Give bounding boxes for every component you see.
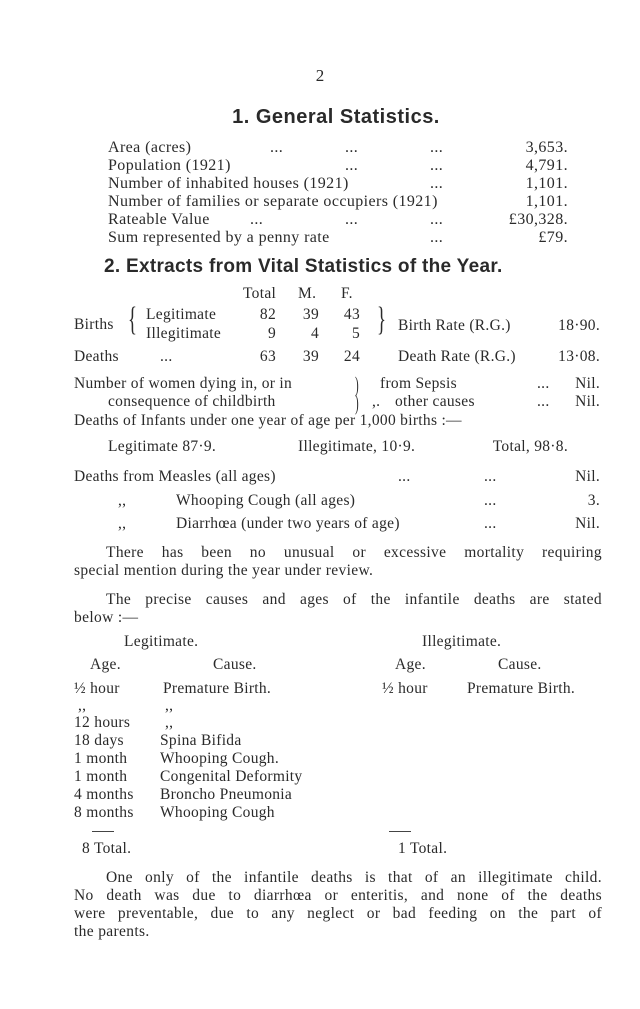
leader-dots: ... xyxy=(345,139,359,156)
diarrhoea-value: Nil. xyxy=(575,515,600,532)
other-causes-value: Nil. xyxy=(575,393,600,410)
stat-value-rateable: £30,328. xyxy=(508,211,568,228)
legitimate-label: Legitimate xyxy=(146,306,217,323)
infant-deaths-line: Deaths of Infants under one year of age per 1,000 births :— xyxy=(74,412,462,429)
page-number: 2 xyxy=(315,66,325,85)
diarrhoea-label: Diarrhœa (under two years of age) xyxy=(176,515,400,532)
stat-value-houses: 1,101. xyxy=(525,175,568,192)
paragraph-line: There has been no unusual or excessive mortality requiring xyxy=(106,544,602,561)
legit-cause: Premature Birth. xyxy=(163,680,272,697)
legit-cause: ,, xyxy=(165,714,174,731)
col-header-m: M. xyxy=(298,285,317,302)
deaths-m: 39 xyxy=(302,348,319,365)
women-dying-line2: consequence of childbirth xyxy=(108,393,276,410)
legit-age: 1 month xyxy=(74,768,128,785)
legit-m: 39 xyxy=(302,306,319,323)
right-brace: ) xyxy=(355,390,359,415)
leader-dots: ... xyxy=(537,375,550,392)
illegit-cause-heading: Cause. xyxy=(498,656,542,673)
deaths-f: 24 xyxy=(343,348,360,365)
leader-dots: ... xyxy=(430,211,444,228)
legit-cause: Whooping Cough xyxy=(160,804,275,821)
leader-dots: ... xyxy=(537,393,550,410)
infant-legitimate-rate: Legitimate 87·9. xyxy=(108,438,217,455)
leader-dots: ... xyxy=(345,157,359,174)
col-header-total: Total xyxy=(243,285,277,302)
paragraph-line: The precise causes and ages of the infantile deaths are stated xyxy=(106,591,602,608)
paragraph-line: the parents. xyxy=(74,923,150,940)
leader-dots: ... xyxy=(430,229,444,246)
illegit-total: 9 xyxy=(267,325,276,342)
legit-age: 4 months xyxy=(74,786,134,803)
left-brace: { xyxy=(128,301,138,338)
other-causes-label: other causes xyxy=(395,393,475,410)
total-rule xyxy=(389,831,411,832)
legit-age: 18 days xyxy=(74,732,124,749)
illegit-f: 5 xyxy=(351,325,360,342)
birth-rate-value: 18·90. xyxy=(558,317,600,334)
section2-heading: 2. Extracts from Vital Statistics of the Year. xyxy=(104,256,503,277)
leader-dots: ... xyxy=(345,211,359,228)
leader-dots: ... xyxy=(430,157,444,174)
stat-label-houses: Number of inhabited houses (1921) xyxy=(108,175,349,192)
illegit-m: 4 xyxy=(310,325,319,342)
leader-dots: ... xyxy=(484,515,497,532)
whooping-label: Whooping Cough (all ages) xyxy=(176,492,356,509)
legit-cause: Broncho Pneumonia xyxy=(160,786,293,803)
legit-age: 8 months xyxy=(74,804,134,821)
stat-label-families: Number of families or separate occupiers (1921) xyxy=(108,193,438,210)
legit-cause: Congenital Deformity xyxy=(160,768,303,785)
legit-age-heading: Age. xyxy=(90,656,121,673)
illegitimate-heading: Illegitimate. xyxy=(422,633,502,650)
illegit-total: 1 Total. xyxy=(398,840,448,857)
legit-cause-heading: Cause. xyxy=(213,656,257,673)
legit-age: 12 hours xyxy=(74,714,131,731)
illegit-age-heading: Age. xyxy=(395,656,426,673)
illegit-cause: Premature Birth. xyxy=(467,680,576,697)
legit-age: ,, xyxy=(78,697,87,714)
paragraph-line: special mention during the year under review. xyxy=(74,562,374,579)
paragraph-line: No death was due to diarrhœa or enteritis, and none of the deaths xyxy=(74,887,602,904)
legit-age: 1 month xyxy=(74,750,128,767)
stat-value-population: 4,791. xyxy=(525,157,568,174)
stat-value-area: 3,653. xyxy=(525,139,568,156)
legit-total: 8 Total. xyxy=(82,840,132,857)
section1-heading: 1. General Statistics. xyxy=(232,106,440,128)
legit-total: 82 xyxy=(259,306,276,323)
stat-label-population: Population (1921) xyxy=(108,157,231,174)
stat-label-rateable: Rateable Value xyxy=(108,211,210,228)
right-brace: ) xyxy=(355,372,359,397)
illegit-age: ½ hour xyxy=(382,680,428,697)
stat-label-penny-rate: Sum represented by a penny rate xyxy=(108,229,330,246)
death-rate-label: Death Rate (R.G.) xyxy=(398,348,516,365)
ditto-mark: ,, xyxy=(118,515,127,532)
leader-dots: ... xyxy=(430,175,444,192)
illegitimate-label: Illegitimate xyxy=(146,325,222,342)
leader-dots: ... xyxy=(484,468,497,485)
legit-age: ½ hour xyxy=(74,680,120,697)
sepsis-value: Nil. xyxy=(575,375,600,392)
paragraph-line: were preventable, due to any neglect or bad feeding on the part of xyxy=(74,905,602,922)
stat-value-penny-rate: £79. xyxy=(538,229,568,246)
paragraph-line: One only of the infantile deaths is that of an illegitimate child. xyxy=(106,869,602,886)
leader-dots: ... xyxy=(250,211,264,228)
leader-dots: ... xyxy=(270,139,284,156)
measles-value: Nil. xyxy=(575,468,600,485)
leader-dots: ... xyxy=(430,139,444,156)
legit-cause: Whooping Cough. xyxy=(160,750,280,767)
death-rate-value: 13·08. xyxy=(558,348,600,365)
measles-label: Deaths from Measles (all ages) xyxy=(74,468,276,485)
women-dying-line1: Number of women dying in, or in xyxy=(74,375,293,392)
leader-dots: ... xyxy=(398,468,411,485)
sepsis-label: from Sepsis xyxy=(380,375,457,392)
infant-total-rate: Total, 98·8. xyxy=(492,438,568,455)
deaths-total: 63 xyxy=(259,348,276,365)
paragraph-line: below :— xyxy=(74,609,139,626)
legit-cause: Spina Bifida xyxy=(160,732,242,749)
whooping-value: 3. xyxy=(587,492,600,509)
ditto-mark: ,, xyxy=(118,492,127,509)
leader-dots: ... xyxy=(484,492,497,509)
deaths-label: Deaths xyxy=(74,348,119,365)
legitimate-heading: Legitimate. xyxy=(124,633,199,650)
legit-cause: ,, xyxy=(165,697,174,714)
legit-f: 43 xyxy=(343,306,360,323)
leader-dots: ... xyxy=(160,348,173,365)
ditto-mark: ,. xyxy=(372,393,381,410)
col-header-f: F. xyxy=(341,285,353,302)
births-label: Births xyxy=(74,316,114,333)
total-rule xyxy=(92,831,114,832)
stat-label-area: Area (acres) xyxy=(108,139,192,156)
birth-rate-label: Birth Rate (R.G.) xyxy=(398,317,511,334)
infant-illegitimate-rate: Illegitimate, 10·9. xyxy=(298,438,416,455)
right-brace: } xyxy=(377,301,387,338)
stat-value-families: 1,101. xyxy=(525,193,568,210)
